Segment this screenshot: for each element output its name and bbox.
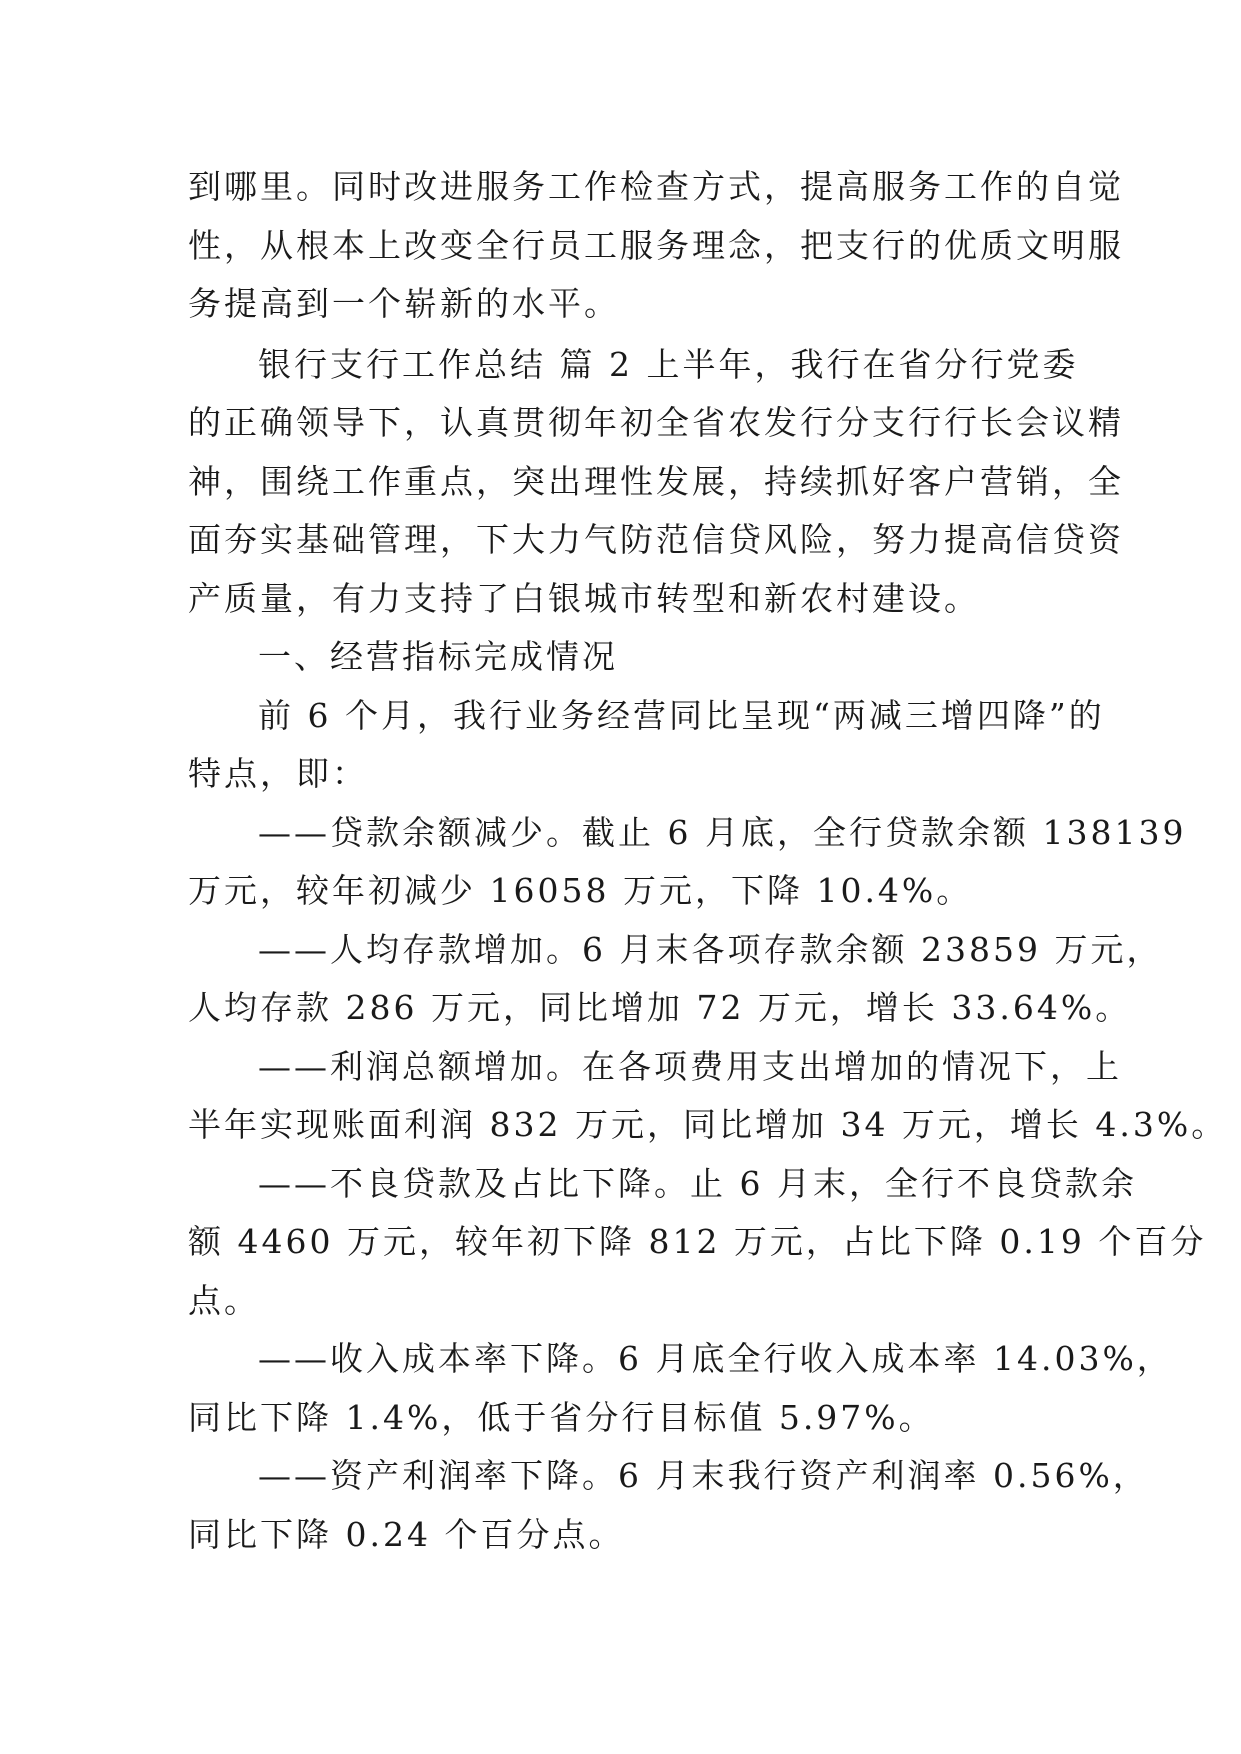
text-line: 性，从根本上改变全行员工服务理念，把支行的优质文明服 xyxy=(188,225,1124,265)
text-line: ——利润总额增加。在各项费用支出增加的情况下，上 xyxy=(258,1046,1122,1086)
text-line: ——不良贷款及占比下降。止 6 月末，全行不良贷款余 xyxy=(258,1163,1137,1203)
text-line: 万元，较年初减少 16058 万元，下降 10.4%。 xyxy=(188,871,973,910)
text-line: ——资产利润率下降。6 月末我行资产利润率 0.56%， xyxy=(258,1456,1149,1495)
text-line: 半年实现账面利润 832 万元，同比增加 34 万元，增长 4.3%。 xyxy=(188,1105,1228,1144)
text-line: 人均存款 286 万元，同比增加 72 万元，增长 33.64%。 xyxy=(188,988,1132,1027)
text-line: ——贷款余额减少。截止 6 月底，全行贷款余额 138139 xyxy=(258,812,1187,852)
text-line: 同比下降 0.24 个百分点。 xyxy=(188,1514,625,1554)
text-line: ——人均存款增加。6 月末各项存款余额 23859 万元， xyxy=(258,929,1163,969)
text-line: 额 4460 万元，较年初下降 812 万元，占比下降 0.19 个百分 xyxy=(188,1222,1207,1261)
text-line: 产质量，有力支持了白银城市转型和新农村建设。 xyxy=(188,578,980,618)
text-line: 到哪里。同时改进服务工作检查方式，提高服务工作的自觉 xyxy=(188,167,1124,206)
text-line: 点。 xyxy=(188,1280,260,1320)
text-line: 的正确领导下，认真贯彻年初全省农发行分支行行长会议精 xyxy=(188,403,1124,442)
document-body xyxy=(188,158,1228,1564)
section-title-line: 银行支行工作总结 篇 2 上半年，我行在省分行党委 xyxy=(258,344,1079,384)
text-line: 面夯实基础管理，下大力气防范信贷风险，努力提高信贷资 xyxy=(188,520,1124,559)
text-line: 前 6 个月，我行业务经营同比呈现“两减三增四降”的 xyxy=(258,695,1105,735)
text-line: 神，围绕工作重点，突出理性发展，持续抓好客户营销，全 xyxy=(188,461,1124,501)
heading-line: 一、经营指标完成情况 xyxy=(258,637,618,676)
text-line: 务提高到一个崭新的水平。 xyxy=(188,284,620,323)
text-line: 同比下降 1.4%，低于省分行目标值 5.97%。 xyxy=(188,1397,935,1437)
text-line: 特点，即： xyxy=(188,754,368,793)
text-line: ——收入成本率下降。6 月底全行收入成本率 14.03%， xyxy=(258,1339,1173,1378)
